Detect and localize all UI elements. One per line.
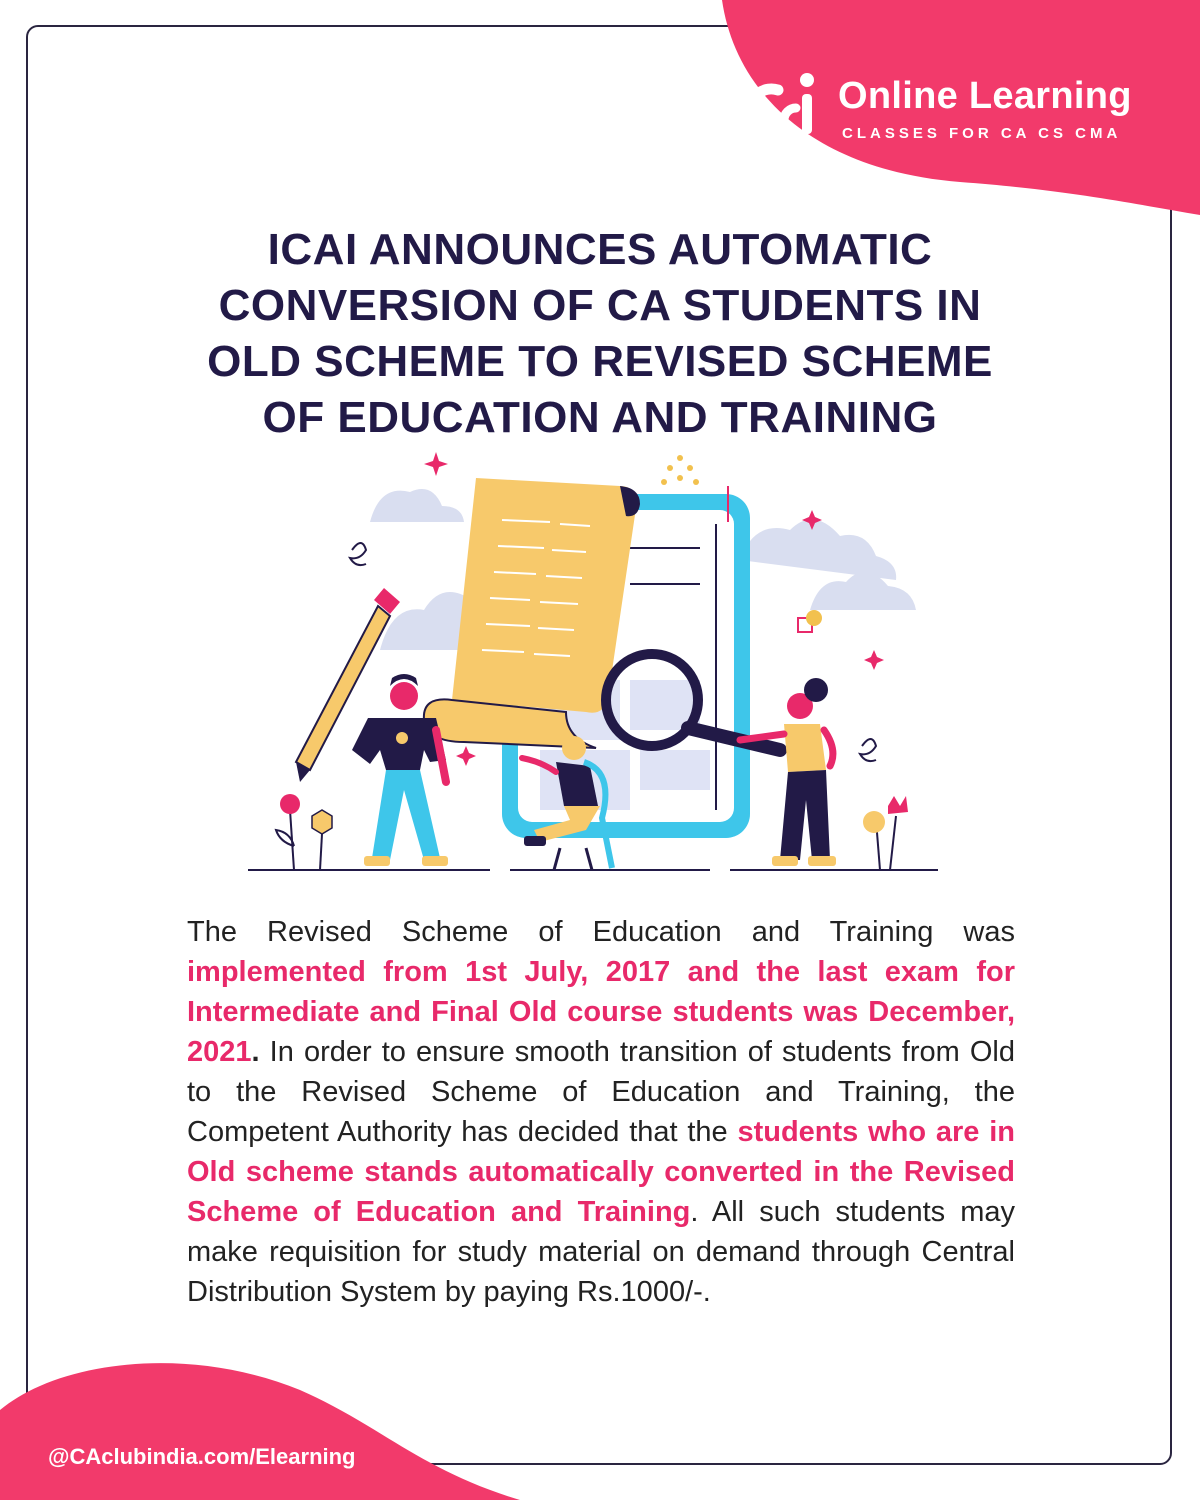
person-standing-right	[740, 678, 836, 866]
body-text-segment: . All such students may make requisition for study material on demand through Central Distribution System by paying Rs.1000/-.	[187, 1196, 1015, 1308]
highlight-implementation: implemented from 1st July, 2017 and the last exam for Intermediate and Final Old course students was December, 2021	[187, 956, 1015, 1068]
circle-icon	[806, 610, 822, 626]
brand-name: Online Learning	[838, 75, 1132, 117]
headline-line: OF EDUCATION AND TRAINING	[262, 393, 938, 442]
bottom-left-blob	[0, 1350, 560, 1500]
headline	[150, 222, 1050, 446]
article-body	[187, 912, 1015, 1312]
squiggle-icon	[860, 739, 876, 761]
body-text-segment: In order to ensure smooth transition of students from Old to the Revised Scheme of Education and Training, the Competent Authority has decided that the	[187, 1036, 1015, 1148]
cci-logo-icon	[744, 70, 826, 152]
illustration	[240, 450, 960, 880]
highlight-conversion: students who are in Old scheme stands automatically converted in the Revised Scheme of Education and Training	[187, 1116, 1015, 1228]
body-text-segment: .	[251, 1036, 260, 1068]
footer-handle[interactable]: @CAclubindia.com/Elearning	[48, 1444, 356, 1469]
headline-line: ICAI ANNOUNCES AUTOMATIC	[267, 225, 933, 274]
squiggle-icon	[350, 543, 366, 565]
headline-line: OLD SCHEME TO REVISED SCHEME	[207, 337, 993, 386]
brand-block	[744, 70, 1164, 160]
headline-line: CONVERSION OF CA STUDENTS IN	[218, 281, 982, 330]
brand-tagline: CLASSES FOR CA CS CMA	[842, 125, 1122, 142]
body-text-segment: The Revised Scheme of Education and Training was	[187, 916, 1015, 948]
dots-icon	[661, 455, 699, 485]
